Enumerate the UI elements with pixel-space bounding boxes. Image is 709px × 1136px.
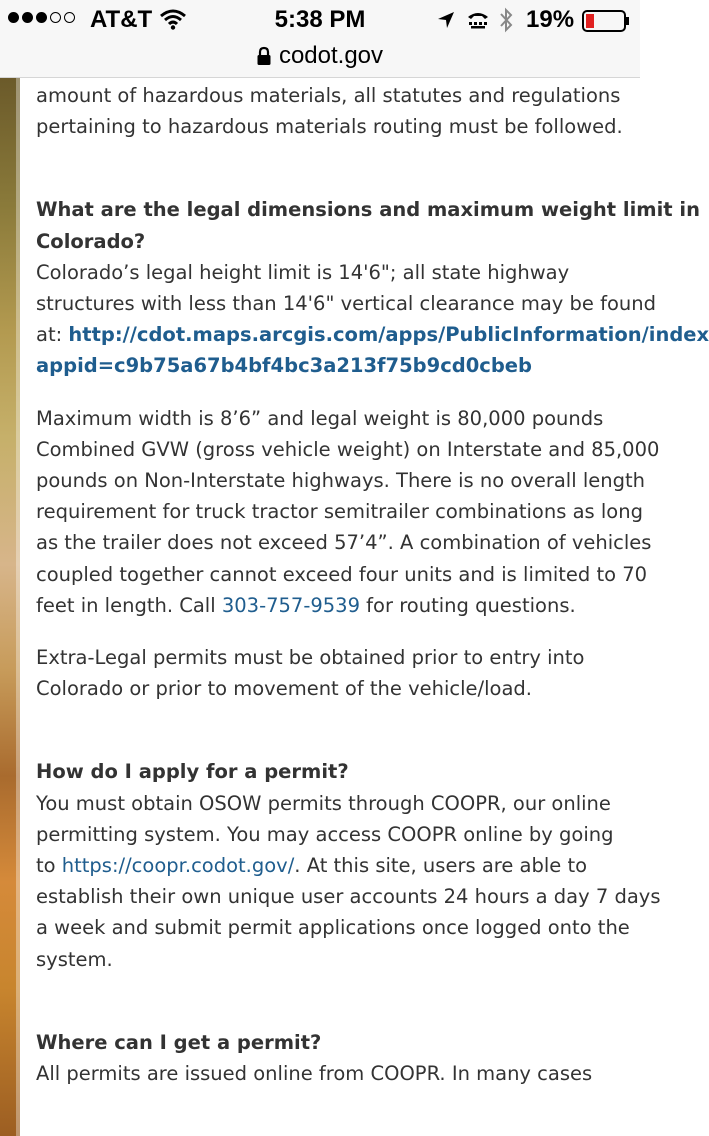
answer-text: Colorado’s legal height limit is 14'6"; all state highway <box>36 260 570 284</box>
answer-text: establish their own unique user accounts 24 hours a day 7 days <box>36 885 661 909</box>
phone-link[interactable]: 303-757-9539 <box>221 593 360 617</box>
arcgis-map-link[interactable]: http://cdot.maps.arcgis.com/apps/PublicInformation/index <box>68 323 709 347</box>
background-photo-edge <box>0 78 20 1136</box>
weight-paragraph: feet in length. Call 303-757-9539 for routing questions. <box>36 593 576 617</box>
article-content <box>36 80 709 1089</box>
weight-paragraph: coupled together cannot exceed four units and is limited to 70 <box>36 562 648 586</box>
intro-text: amount of hazardous materials, all statutes and regulations <box>36 84 621 107</box>
arcgis-map-link[interactable]: appid=c9b75a67b4bf4bc3a213f75b9cd0cbeb <box>36 354 532 378</box>
extra-legal-paragraph: Colorado or prior to movement of the vehicle/load. <box>36 677 532 701</box>
url-domain: codot.gov <box>278 42 384 69</box>
answer-text: at: http://cdot.maps.arcgis.com/apps/PublicInformation/index <box>36 323 709 347</box>
answer-text: structures with less than 14'6" vertical clearance may be found <box>36 292 656 316</box>
weight-paragraph: Maximum width is 8’6” and legal weight is 80,000 pounds <box>36 406 604 430</box>
location-arrow-icon <box>437 11 455 29</box>
clock: 5:38 PM <box>274 6 366 33</box>
carrier-name: AT&T <box>90 6 153 33</box>
answer-text: to https://coopr.codot.gov/. At this site, users are able to <box>36 854 588 878</box>
address-bar[interactable] <box>0 40 640 78</box>
weight-paragraph: pounds on Non-Interstate highways. There is no overall length <box>36 469 645 493</box>
battery-percentage: 19% <box>526 6 575 33</box>
answer-text <box>36 350 640 381</box>
answer-text: permitting system. You may access COOPR online by going <box>36 822 614 846</box>
coopr-link[interactable]: https://coopr.codot.gov/ <box>61 854 295 878</box>
answer-text: All permits are issued online from COOPR. In many cases <box>36 1062 593 1086</box>
answer-text: a week and submit permit applications once logged onto the <box>36 916 630 940</box>
faq-question-get-permit: Where can I get a permit? <box>36 1030 322 1054</box>
lock-icon <box>257 47 271 65</box>
faq-question-apply-permit: How do I apply for a permit? <box>36 760 349 784</box>
battery-icon <box>582 10 630 32</box>
extra-legal-paragraph: Extra-Legal permits must be obtained prior to entry into <box>36 646 585 670</box>
status-bar <box>0 0 640 40</box>
faq-question-legal-dimensions: What are the legal dimensions and maximum weight limit in <box>36 198 700 222</box>
intro-text: pertaining to hazardous materials routing must be followed. <box>36 115 623 139</box>
tty-icon <box>466 10 490 30</box>
answer-text: You must obtain OSOW permits through COOPR, our online <box>36 791 611 815</box>
weight-paragraph: as the trailer does not exceed 57’4”. A combination of vehicles <box>36 531 652 555</box>
weight-paragraph: Combined GVW (gross vehicle weight) on Interstate and 85,000 <box>36 437 660 461</box>
weight-paragraph: requirement for truck tractor semitrailer combinations as long <box>36 500 643 524</box>
answer-text: system. <box>36 947 113 971</box>
bluetooth-icon <box>498 7 514 33</box>
faq-question-legal-dimensions: Colorado? <box>36 229 146 253</box>
